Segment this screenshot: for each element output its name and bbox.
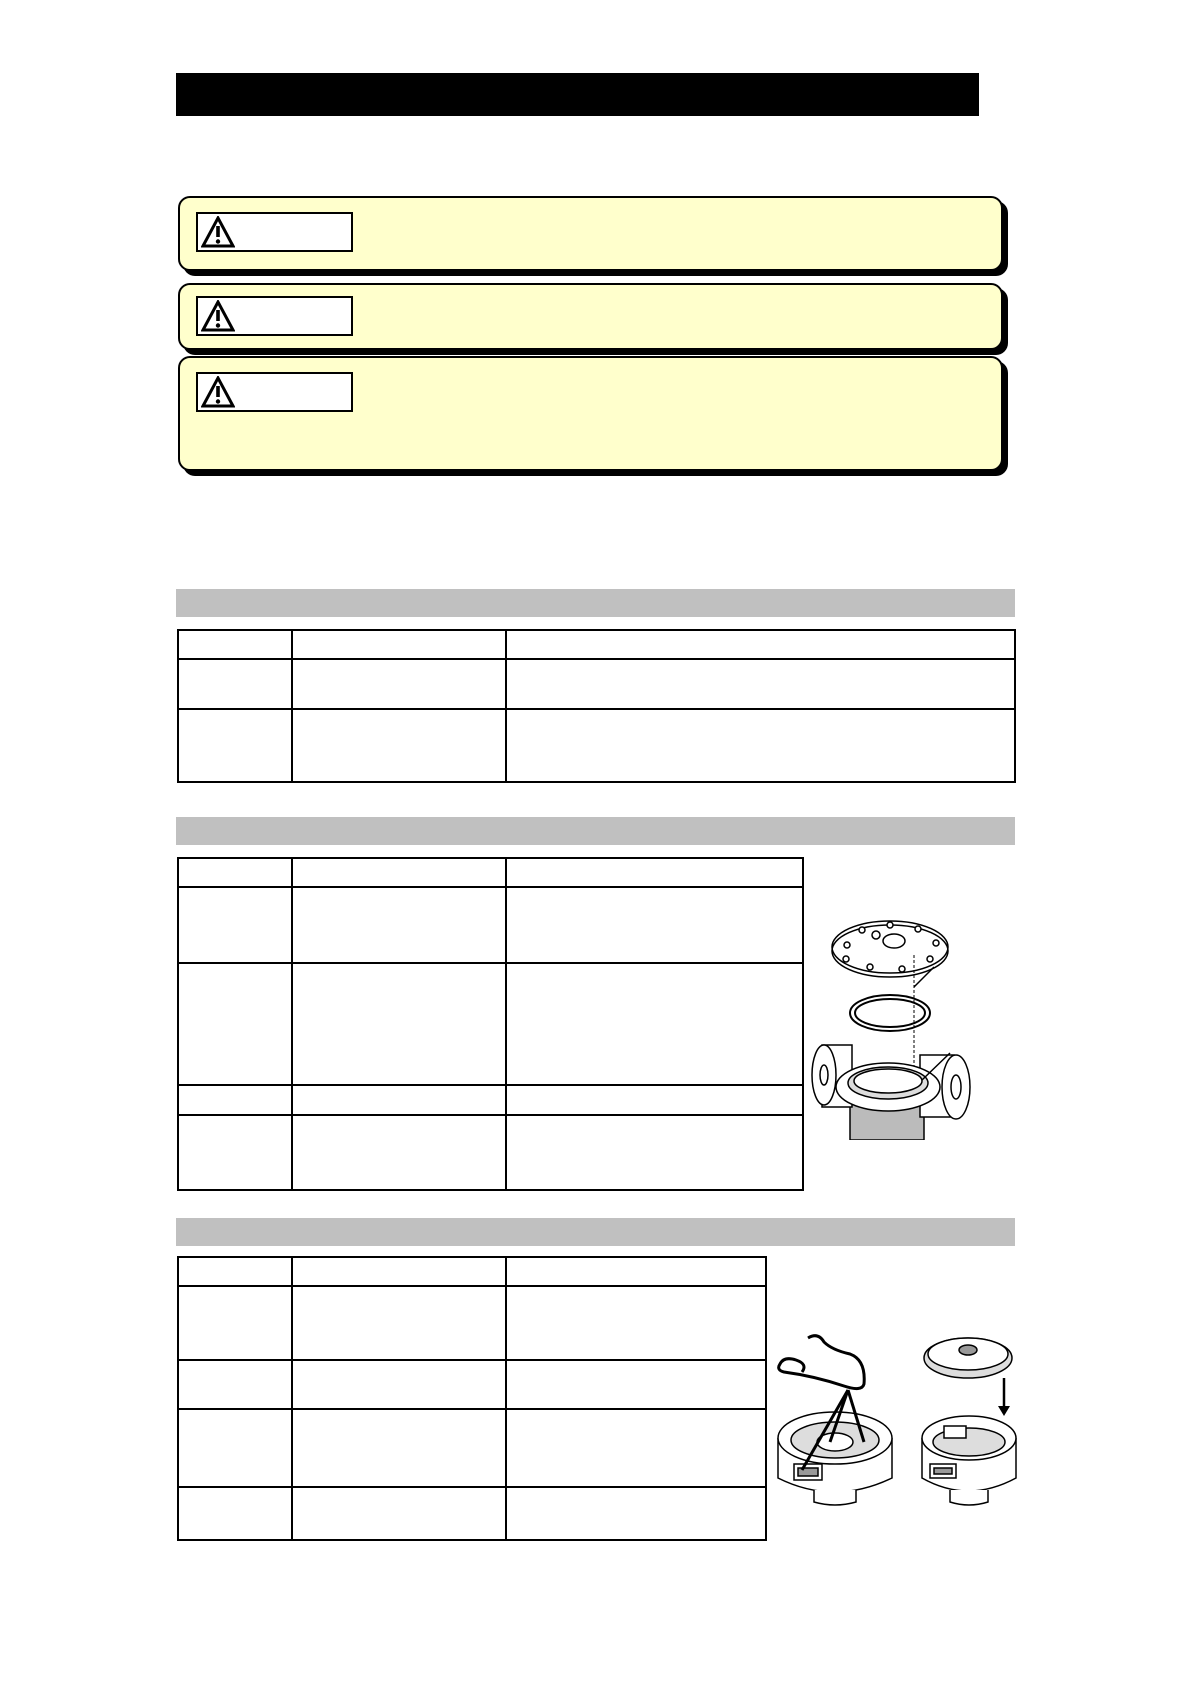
screen-cup-illustration-left <box>774 1330 904 1510</box>
strainer-cover-illustration <box>832 921 948 977</box>
section-header <box>176 1218 1015 1246</box>
table-cell <box>178 887 292 963</box>
table-cell <box>506 963 803 1085</box>
table-cell <box>292 1286 506 1360</box>
section-table <box>177 1256 767 1541</box>
retaining-spring-illustration <box>779 1336 865 1389</box>
section-table <box>177 857 804 1191</box>
table-header-row <box>178 1257 766 1286</box>
table-header-cell <box>506 630 1015 659</box>
table-row <box>178 1409 766 1487</box>
warning-label-box <box>196 212 353 252</box>
table-cell <box>178 659 292 709</box>
table-cell <box>178 709 292 782</box>
warning-box-1 <box>178 196 1003 271</box>
table-header-row <box>178 858 803 887</box>
table-row <box>178 1286 766 1360</box>
table-cell <box>292 963 506 1085</box>
cap-and-cup-illustration-right <box>918 1330 1020 1510</box>
table-cell <box>506 1286 766 1360</box>
table-header-cell <box>178 858 292 887</box>
table-row <box>178 1115 803 1190</box>
table-cell <box>178 1409 292 1487</box>
warning-triangle-icon <box>201 300 235 332</box>
table-cell <box>506 1360 766 1409</box>
table-cell <box>506 1085 803 1115</box>
table-cell <box>178 1115 292 1190</box>
table-cell <box>292 1487 506 1540</box>
table-cell <box>178 1286 292 1360</box>
gasket-illustration <box>850 995 930 1031</box>
table-cell <box>292 1115 506 1190</box>
warning-box-3 <box>178 356 1003 471</box>
table-header-cell <box>506 858 803 887</box>
section-table <box>177 629 1016 783</box>
section-header <box>176 589 1015 617</box>
table-cell <box>506 1409 766 1487</box>
table-cell <box>292 1409 506 1487</box>
table-row <box>178 709 1015 782</box>
strainer-body-illustration <box>812 1045 970 1140</box>
cap-illustration <box>924 1338 1012 1378</box>
table-header-cell <box>506 1257 766 1286</box>
warning-label-box <box>196 296 353 336</box>
table-cell <box>178 1360 292 1409</box>
table-cell <box>178 1487 292 1540</box>
table-cell <box>178 1085 292 1115</box>
table-row <box>178 1360 766 1409</box>
warning-triangle-icon <box>201 216 235 248</box>
table-row <box>178 887 803 963</box>
table-cell <box>292 1360 506 1409</box>
table-cell <box>506 709 1015 782</box>
table-header-cell <box>292 1257 506 1286</box>
warning-box-2 <box>178 283 1003 350</box>
section-header <box>176 817 1015 845</box>
strainer-assembly-illustration <box>810 915 990 1140</box>
table-row <box>178 1085 803 1115</box>
arrow-head-icon <box>998 1406 1010 1416</box>
table-header-row <box>178 630 1015 659</box>
table-row <box>178 1487 766 1540</box>
screen-cup-illustration <box>922 1416 1016 1505</box>
table-cell <box>506 1115 803 1190</box>
table-header-cell <box>292 630 506 659</box>
table-header-cell <box>292 858 506 887</box>
table-cell <box>292 1085 506 1115</box>
table-cell <box>178 963 292 1085</box>
table-row <box>178 659 1015 709</box>
table-cell <box>506 887 803 963</box>
table-row <box>178 963 803 1085</box>
table-cell <box>506 659 1015 709</box>
table-cell <box>292 709 506 782</box>
table-cell <box>292 659 506 709</box>
table-cell <box>506 1487 766 1540</box>
table-header-cell <box>178 630 292 659</box>
table-cell <box>292 887 506 963</box>
warning-label-box <box>196 372 353 412</box>
warning-triangle-icon <box>201 376 235 408</box>
table-header-cell <box>178 1257 292 1286</box>
page-title <box>176 73 979 116</box>
